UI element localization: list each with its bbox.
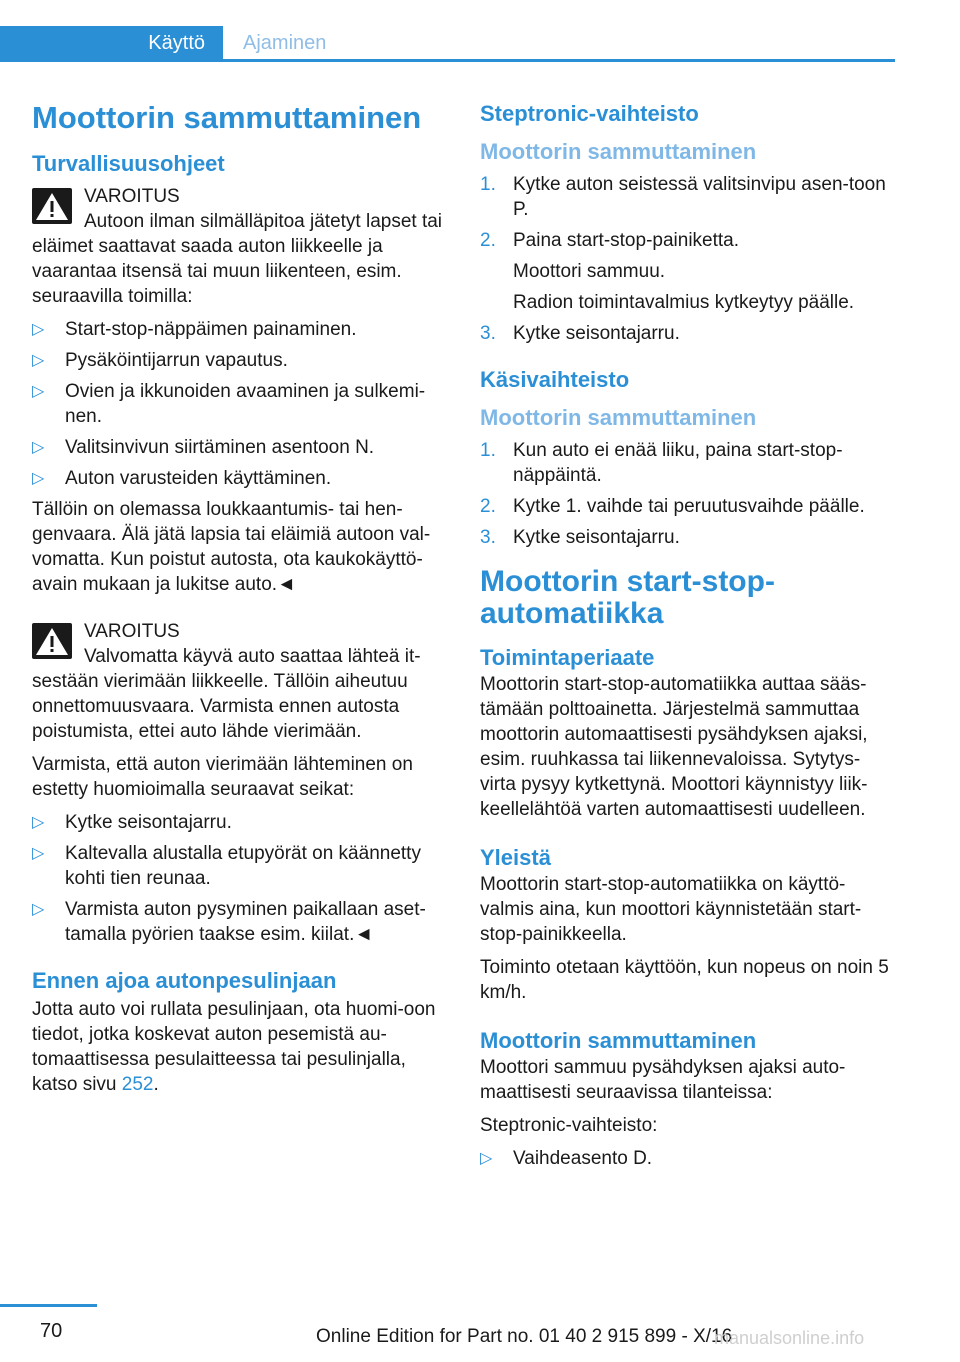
stop-heading: Moottorin sammuttaminen	[480, 1028, 757, 1053]
section-title: Moottorin sammuttaminen	[32, 100, 422, 135]
stop-heading: Moottorin sammuttaminen	[480, 405, 757, 430]
online-edition-text: Online Edition for Part no. 01 40 2 915 899 - X/16	[316, 1326, 733, 1347]
step-item: 2. Kytke 1. vaihde tai peruutusvaihde päälle.	[480, 496, 865, 517]
step-note: Moottori sammuu.	[513, 261, 666, 282]
triangle-bullet-icon: ▷	[32, 845, 45, 862]
list-item: ▷ Auton varusteiden käyttäminen.	[32, 468, 332, 489]
tab-ajaminen[interactable]: Ajaminen	[243, 32, 327, 54]
page-link[interactable]: 252	[121, 1074, 154, 1095]
warning-triangle-icon	[32, 623, 72, 659]
tab-kaytto[interactable]: Käyttö	[0, 26, 223, 61]
warning-label: VAROITUS	[84, 186, 180, 207]
left-column	[32, 100, 447, 1105]
header-rule	[0, 59, 895, 62]
general-paragraph-1: Moottorin start-stop-automatiikka on käyttö-valmis aina, kun moottori käynnistetään start-stop-painikkeella.	[480, 874, 862, 945]
rolling-list	[32, 810, 447, 947]
list-item: ▷ Start-stop-näppäimen painaminen.	[32, 319, 357, 340]
principle-heading: Toimintaperiaate	[480, 645, 655, 670]
rolling-paragraph: Varmista, että auton vierimään lähteminen on estetty huomioimalla seuraavat seikat:	[32, 754, 413, 800]
hazard-list	[32, 317, 447, 491]
list-item: ▷ Kaltevalla alustalla etupyörät on käännetty kohti tien reunaa.	[32, 843, 421, 889]
triangle-bullet-icon: ▷	[32, 383, 45, 400]
warning-triangle-icon	[32, 188, 72, 224]
general-heading: Yleistä	[480, 845, 551, 870]
warning-text: Valvomatta käyvä auto saattaa lähteä it-sestään vierimään liikkeelle. Tällöin aiheutuu onnettomuusvaara. Varmista ennen autosta poistumista, ettei auto lähde vierimään.	[32, 646, 421, 742]
step-item: 2. Paina start-stop-painiketta.	[480, 230, 740, 251]
steptronic-steps	[480, 172, 895, 346]
manual-heading: Käsivaihteisto	[480, 367, 630, 392]
list-item: ▷ Pysäköintijarrun vapautus.	[32, 350, 288, 371]
principle-paragraph: Moottorin start-stop-automatiikka auttaa sääs-tämään polttoainetta. Järjestelmä sammuttaa moottorin automaattisesti pysähdyksen ajaksi, esim. ruuhkassa tai liikennevaloissa. Sytytys-virta pysyy kytkettynä. Moottori käynnistyy liik-keellelähtöä varten automaattisesti uudelleen.	[480, 674, 868, 820]
gear-list	[480, 1146, 895, 1171]
list-item: ▷ Valitsinvivun siirtäminen asentoon N.	[32, 437, 375, 458]
steptronic-heading: Steptronic-vaihteisto	[480, 101, 699, 126]
page-header	[0, 0, 895, 61]
watermark: manualsonline.info	[714, 1328, 865, 1348]
step-item: 3. Kytke seisontajarru.	[480, 527, 680, 548]
list-item: ▷ Vaihdeasento D.	[480, 1148, 653, 1169]
triangle-bullet-icon: ▷	[32, 814, 45, 831]
triangle-bullet-icon: ▷	[32, 352, 45, 369]
manual-steps	[480, 438, 895, 550]
steptronic-label: Steptronic-vaihteisto:	[480, 1115, 658, 1136]
list-item: ▷ Ovien ja ikkunoiden avaaminen ja sulkemi-nen.	[32, 381, 426, 427]
warning-block-2	[32, 619, 447, 744]
triangle-bullet-icon: ▷	[480, 1150, 493, 1167]
start-stop-title: Moottorin start-stop-automatiikka	[480, 565, 775, 630]
carwash-heading: Ennen ajoa autonpesulinjaan	[32, 968, 337, 993]
stop-heading: Moottorin sammuttaminen	[480, 139, 757, 164]
triangle-bullet-icon: ▷	[32, 901, 45, 918]
triangle-bullet-icon: ▷	[32, 439, 45, 456]
right-column	[480, 100, 895, 1177]
list-item: ▷ Varmista auton pysyminen paikallaan aset-tamalla pyörien taakse esim. kiilat.◄	[32, 899, 426, 945]
step-item: 1. Kun auto ei enää liiku, paina start-stop-näppäintä.	[480, 440, 843, 486]
list-item: ▷ Kytke seisontajarru.	[32, 812, 232, 833]
warning-label: VAROITUS	[84, 621, 180, 642]
injury-paragraph: Tällöin on olemassa loukkaantumis- tai hen-genvaara. Älä jätä lapsia tai eläimiä autoon val-vomatta. Kun poistut autosta, ota kaukokäyttö-avain mukaan ja lukitse auto.◄	[32, 499, 431, 595]
safety-heading: Turvallisuusohjeet	[32, 151, 225, 176]
stop-paragraph: Moottori sammuu pysähdyksen ajaksi auto-maattisesti seuraavissa tilanteissa:	[480, 1057, 846, 1103]
general-paragraph-2: Toiminto otetaan käyttöön, kun nopeus on noin 5 km/h.	[480, 957, 889, 1003]
triangle-bullet-icon: ▷	[32, 321, 45, 338]
warning-text: Autoon ilman silmälläpitoa jätetyt lapset tai eläimet saattavat saada auton liikkeelle ja vaarantaa itsensä tai muun liikenteen, esim. seuraavilla toimilla:	[32, 211, 443, 307]
triangle-bullet-icon: ▷	[32, 470, 45, 487]
step-item: 1. Kytke auton seistessä valitsinvipu asen-toon P.	[480, 174, 886, 220]
footer-rule	[0, 1304, 97, 1307]
step-item: 3. Kytke seisontajarru.	[480, 323, 680, 344]
warning-block-1	[32, 184, 447, 309]
page-number: 70	[40, 1320, 63, 1342]
carwash-paragraph: Jotta auto voi rullata pesulinjaan, ota huomi-oon tiedot, jotka koskevat auton pesemistä au-tomaattisessa pesulaitteessa tai pesulinjalla, katso sivu 252.	[32, 999, 436, 1095]
step-note: Radion toimintavalmius kytkeytyy päälle.	[513, 292, 855, 313]
